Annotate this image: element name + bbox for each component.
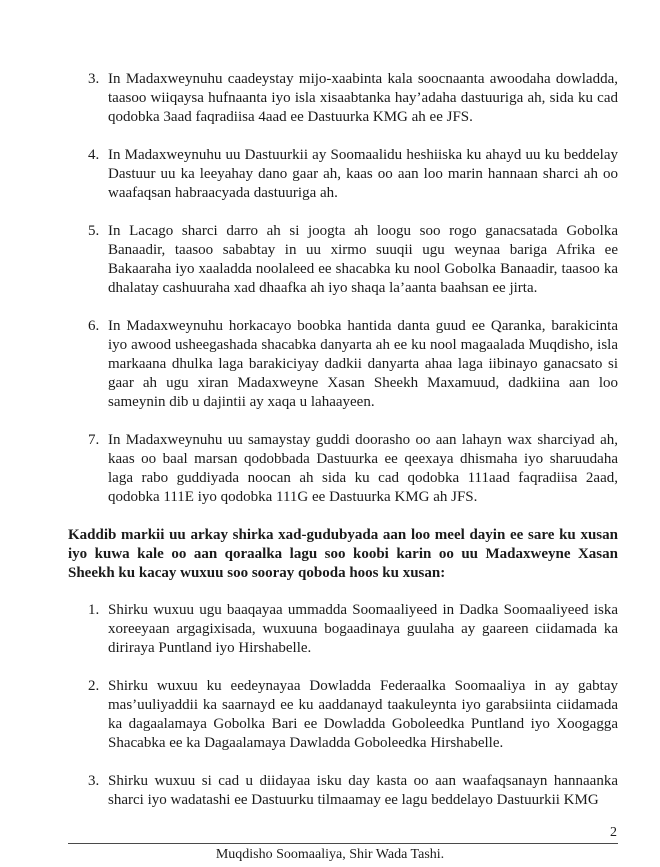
- list-item-text: In Madaxweynuhu uu samaystay guddi doorasho oo aan lahayn wax sharciyad ah, kaas oo baal marsan qodobbada Dastuurka ee qeexaya dhismaha iyo sharuudaha laga rabo guddiyada noocan ah sida ku cad qodobka 111aad faqradiisa 2aad, qodobka 111E iyo qodobka 111G ee Dastuurka KMG ah JFS.: [108, 432, 618, 505]
- page-content: [68, 70, 618, 829]
- list-item-text: In Madaxweynuhu uu Dastuurkii ay Soomaalidu heshiiska ku ahayd uu ku beddelay Dastuur uu ka leeyahay dano gaar ah, kaas oo aan loo marin hannaan sharci ah oo waafaqsan habraacyada dastuuriga ah.: [108, 147, 618, 201]
- page-number: 2: [610, 825, 617, 840]
- list-item: [68, 222, 618, 298]
- list-item-number: 3.: [88, 71, 100, 87]
- list-item: [68, 431, 618, 507]
- resolutions-list: [68, 601, 618, 810]
- grievances-list: [68, 70, 618, 507]
- list-item-text: In Madaxweynuhu horkacayo boobka hantida danta guud ee Qaranka, barakicinta iyo awood usheegashada shacabka danyarta ah ee ku nool magaalada Muqdisho, isla markaana dhulka laga barakiciyay dadkii danyarta ahaa laga iibinayo ganacsato si gaar ah ugu xiran Madaxweyne Xasan Sheekh Maxamuud, dadkiina aan loo sameynin dib u dajintii ay xaqa u lahaayeen.: [108, 318, 618, 410]
- list-item: [68, 677, 618, 753]
- list-item-number: 1.: [88, 602, 100, 618]
- list-item: [68, 772, 618, 810]
- list-item-text: Shirku wuxuu ku eedeynayaa Dowladda Federaalka Soomaaliya in ay gabtay mas’uuliyaddii ka saarnayd ee ku aaddanayd taakuleynta iyo garabsiinta ciidamada ka dagaalamaya Gobolka Bari ee Dowladda Goboleedka Puntland iyo Xoogagga Shacabka ee ka Dagaalamaya Dawladda Goboleedka Hirshabelle.: [108, 678, 618, 751]
- list-item-number: 3.: [88, 773, 100, 789]
- list-item-number: 4.: [88, 147, 100, 163]
- list-item-number: 5.: [88, 223, 100, 239]
- list-item-text: In Lacago sharci darro ah si joogta ah loogu soo rogo ganacsatada Gobolka Banaadir, taasoo sababtay in uu xirmo suuqii ugu weynaa bariga Afrika ee Bakaaraha iyo xaaladda noolaleed ee shacabka ku nool Gobolka Banaadir, taasoo ka dhalatay cashuuraha xad dhaafka ah iyo shaqa la’aanta baahsan ee jirta.: [108, 223, 618, 296]
- list-item-text: Shirku wuxuu ugu baaqayaa ummadda Soomaaliyeed in Dadka Soomaaliyeed iska xoreeyaan argagixisada, wuxuuna bogaadinaya guulaha ay gaareen ciidamada ka diriraya Puntland iyo Hirshabelle.: [108, 602, 618, 656]
- list-item: [68, 146, 618, 203]
- footer-divider: [68, 843, 618, 844]
- resolution-intro-paragraph: Kaddib markii uu arkay shirka xad-gudubyada aan loo meel dayin ee sare ku xusan iyo kuwa kale oo aan qoraalka lagu soo koobi karin oo uu Madaxweyne Xasan Sheekh ku kacay wuxuu soo sooray qoboda hoos ku xusan:: [68, 527, 618, 581]
- list-item-text: In Madaxweynuhu caadeystay mijo-xaabinta kala soocnaanta awoodaha dowladda, taasoo wiiqaysa hufnaanta iyo isla xisaabtanka hay’adaha dastuuriga ah, sida ku cad qodobka 3aad faqradiisa 4aad ee Dastuurka KMG ah ee JFS.: [108, 71, 618, 125]
- list-item-text: Shirku wuxuu si cad u diidayaa isku day kasta oo aan waafaqsanayn hannaanka sharci iyo wadatashi ee Dastuurku tilmaamay ee lagu beddelayo Dastuurkii KMG: [108, 773, 618, 808]
- list-item: [68, 317, 618, 412]
- list-item-number: 6.: [88, 318, 100, 334]
- list-item: [68, 601, 618, 658]
- list-item-number: 7.: [88, 432, 100, 448]
- list-item-number: 2.: [88, 678, 100, 694]
- footer-text: Muqdisho Soomaaliya, Shir Wada Tashi.: [215, 847, 445, 862]
- list-item: [68, 70, 618, 127]
